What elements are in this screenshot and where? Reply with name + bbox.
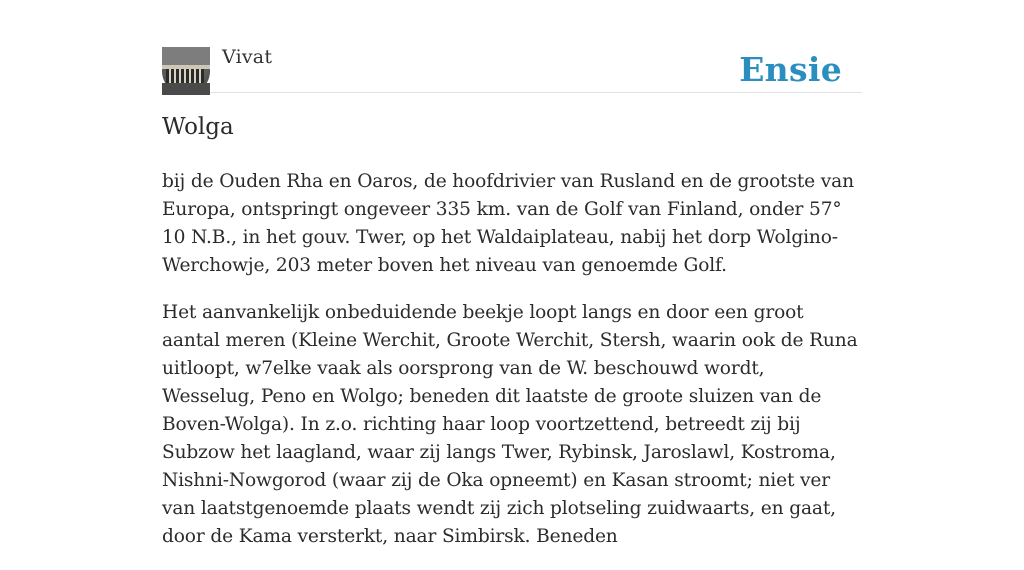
author-name[interactable]: Vivat bbox=[222, 46, 273, 68]
brand-logo[interactable]: Ensie bbox=[739, 50, 842, 89]
header bbox=[162, 0, 862, 93]
paragraph: bij de Ouden Rha en Oaros, de hoofdrivier van Rusland en de grootste van Europa, ontspringt ongeveer 335 km. van de Golf van Finland, onder 57° 10 N.B., in het gouv. Twer, op het Waldaiplateau, nabij het dorp Wolgino-Werchowje, 203 meter boven het niveau van genoemde Golf. bbox=[162, 171, 854, 276]
avatar-photo-icon bbox=[162, 47, 210, 95]
paragraph: Het aanvankelijk onbeduidende beekje loopt langs en door een groot aantal meren (Kleine Werchit, Groote Werchit, Stersh, waarin ook de Runa uitloopt, w7elke vaak als oorsprong van de W. beschouwd wordt, Wesselug, Peno en Wolgo; beneden dit laatste de groote sluizen van de Boven-Wolga). In z.o. richting haar loop voortzettend, betreedt zij bij Subzow het laagland, waar zij langs Twer, Rybinsk, Jaroslawl, Kostroma, Nishni-Nowgorod (waar zij de Oka opneemt) en Kasan stroomt; niet ver van laatstgenoemde plaats wendt zij zich plotseling zuidwaarts, en gaat, door de Kama versterkt, naar Simbirsk. Beneden bbox=[162, 302, 858, 547]
article-body bbox=[162, 168, 862, 570]
avatar[interactable] bbox=[162, 47, 210, 95]
page-title: Wolga bbox=[162, 114, 234, 140]
article-card bbox=[162, 0, 862, 547]
